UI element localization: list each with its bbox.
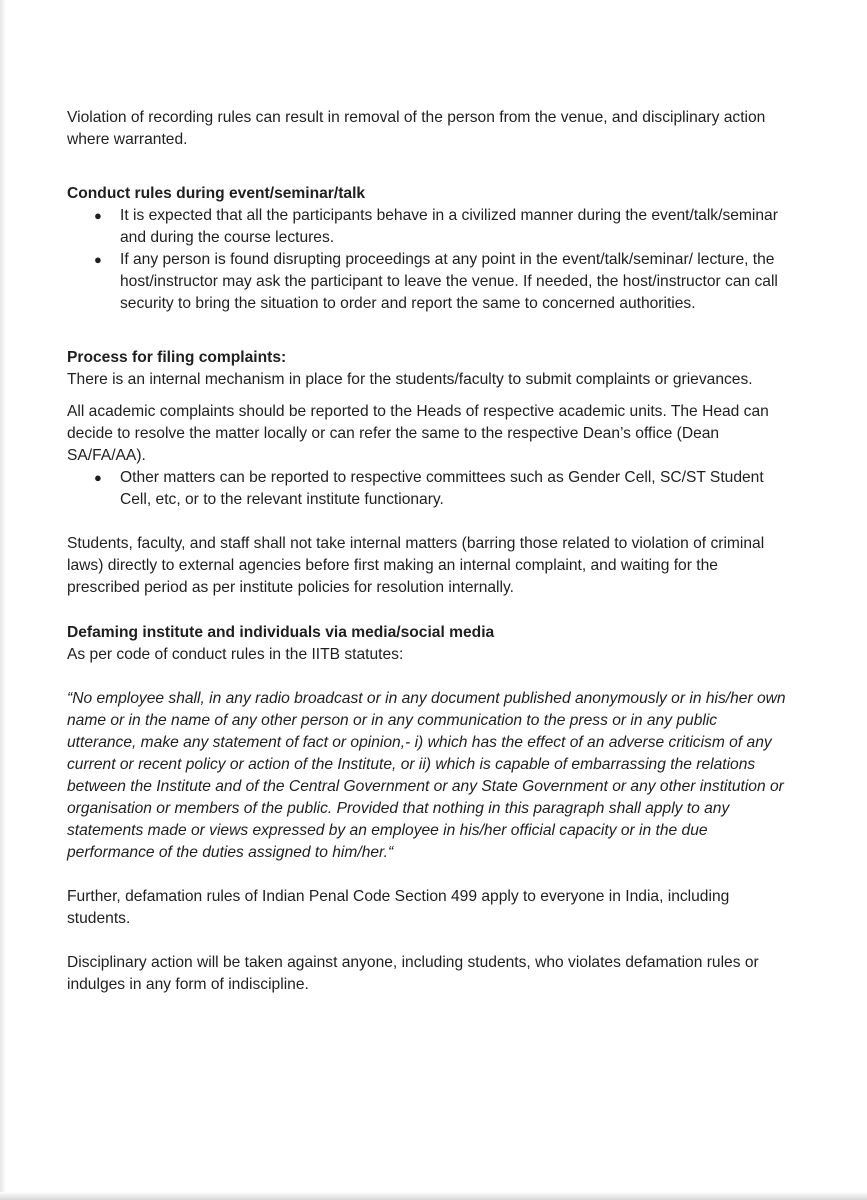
complaints-heading: Process for filing complaints:	[67, 349, 287, 366]
list-item	[67, 205, 787, 249]
list-item	[67, 249, 787, 315]
disciplinary-paragraph: Disciplinary action will be taken against anyone, including students, who violates defamation rules or indulges in any form of indiscipline.	[67, 954, 759, 993]
complaints-paragraph-2: All academic complaints should be reported to the Heads of respective academic units. The Head can decide to resolve the matter locally or can refer the same to the respective Dean’s office (Dean SA/FA/AA).	[67, 403, 769, 464]
list-item-text: If any person is found disrupting proceedings at any point in the event/talk/seminar/ lecture, the host/instructor may ask the participant to leave the venue. If needed, the host/instructor can call security to bring the situation to order and report the same to concerned authorities.	[120, 251, 778, 312]
list-item-text: Other matters can be reported to respective committees such as Gender Cell, SC/ST Student Cell, etc, or to the relevant institute functionary.	[120, 469, 764, 508]
page-bottom-edge	[0, 1192, 867, 1200]
defaming-heading: Defaming institute and individuals via media/social media	[67, 624, 495, 641]
bullet-icon: ●	[94, 470, 102, 485]
statute-quote: “No employee shall, in any radio broadcast or in any document published anonymously or in his/her own name or in the name of any other person or in any communication to the press or in any public utterance, make any statement of fact or opinion,- i) which has the effect of an adverse criticism of any current or recent policy or action of the Institute, or ii) which is capable of embarrassing the relations between the Institute and of the Central Government or any State Government or any other institution or organisation or members of the public. Provided that nothing in this paragraph shall apply to any statements made or views expressed by an employee in his/her official capacity or in the due performance of the duties assigned to him/her.“	[67, 690, 786, 861]
bullet-icon: ●	[94, 208, 102, 223]
page-edge	[0, 0, 6, 1200]
complaints-paragraph-3: Students, faculty, and staff shall not take internal matters (barring those related to violation of criminal laws) directly to external agencies before first making an internal complaint, and waiting for the prescribed period as per institute policies for resolution internally.	[67, 535, 765, 596]
conduct-heading: Conduct rules during event/seminar/talk	[67, 185, 366, 202]
list-item-text: It is expected that all the participants behave in a civilized manner during the event/talk/seminar and during the course lectures.	[120, 207, 778, 246]
document-body	[67, 107, 787, 996]
complaints-list	[67, 467, 787, 511]
conduct-list	[67, 205, 787, 315]
intro-paragraph: Violation of recording rules can result in removal of the person from the venue, and disciplinary action where warranted.	[67, 109, 766, 148]
bullet-icon: ●	[94, 252, 102, 267]
defaming-intro: As per code of conduct rules in the IITB statutes:	[67, 646, 404, 663]
complaints-paragraph-1: There is an internal mechanism in place for the students/faculty to submit complaints or grievances.	[67, 371, 753, 388]
list-item	[67, 467, 787, 511]
ipc-paragraph: Further, defamation rules of Indian Penal Code Section 499 apply to everyone in India, including students.	[67, 888, 730, 927]
